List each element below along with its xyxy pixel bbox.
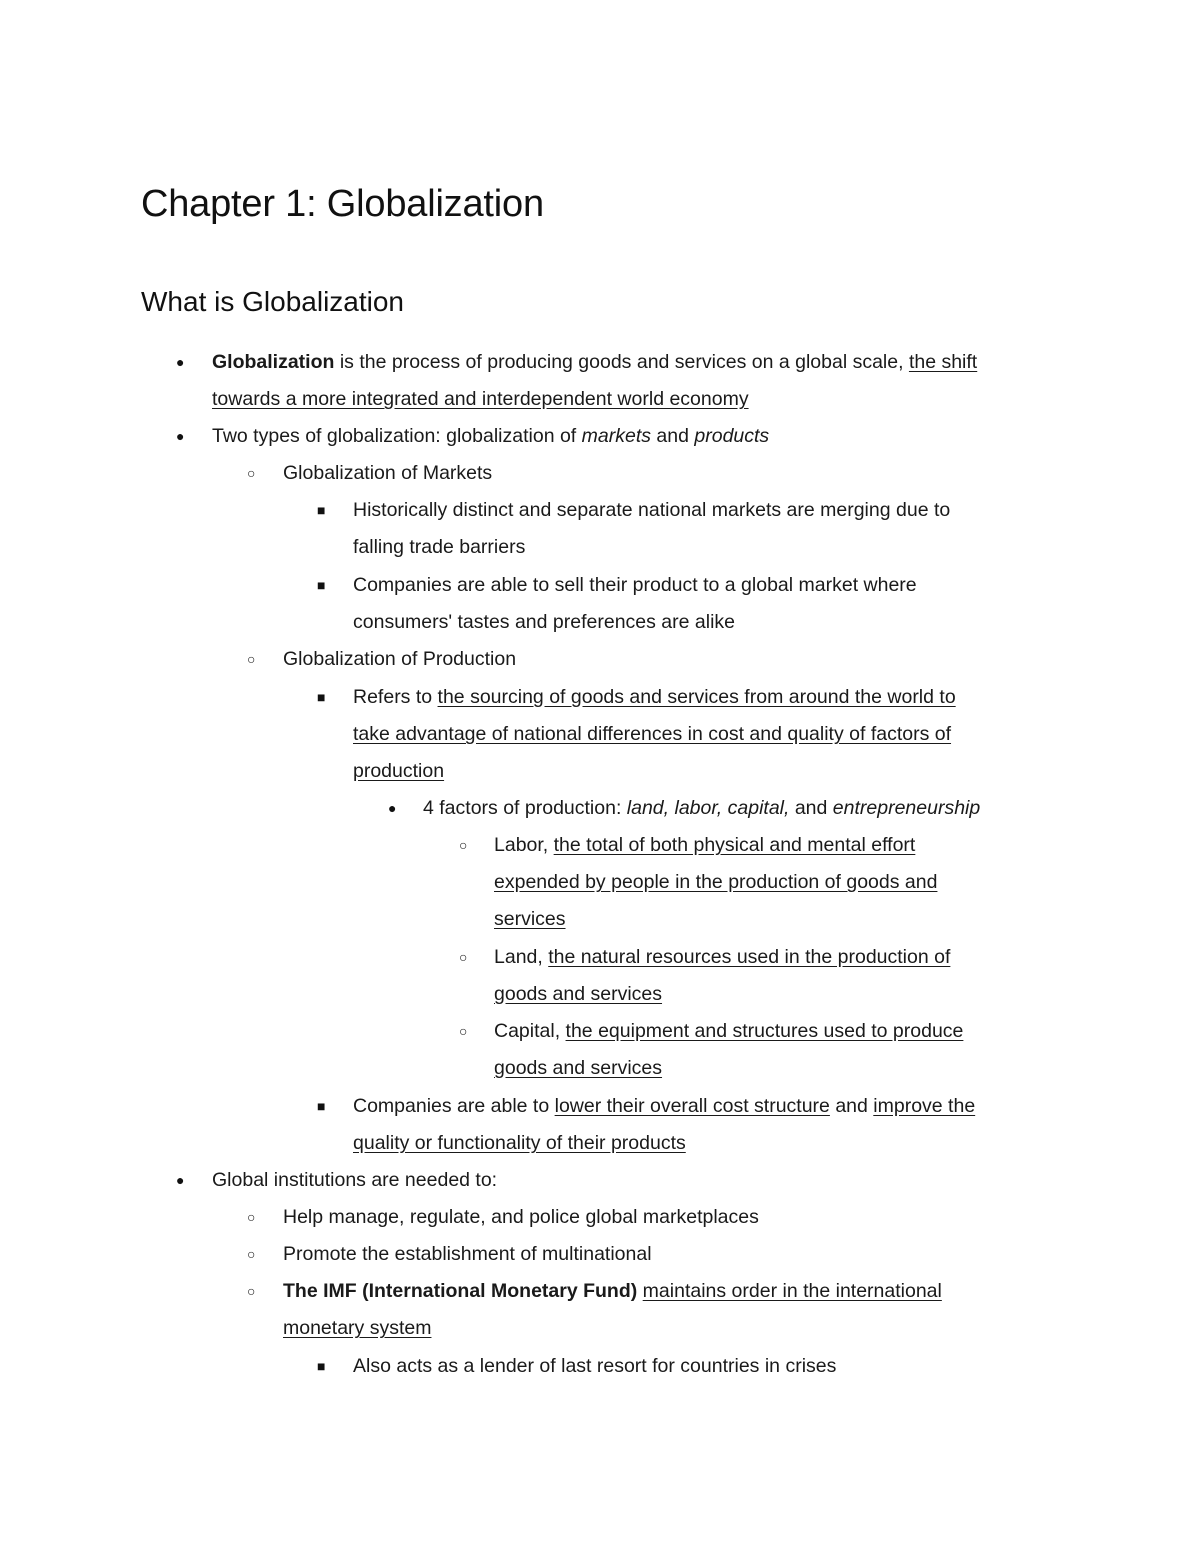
square-bullet-icon: ■ (317, 1098, 326, 1114)
list-item-land: Land, the natural resources used in the production of goods and services (494, 946, 951, 1006)
list-item-globalization-of-markets: Globalization of Markets (283, 462, 493, 484)
list-item-global-market: Companies are able to sell their product to a global market where consumers' tastes and preferences are alike (353, 574, 917, 634)
hollow-bullet-icon: ○ (459, 837, 468, 853)
hollow-bullet-icon: ○ (247, 1283, 256, 1299)
two-types-and: and (651, 425, 695, 447)
filled-bullet-icon: ● (388, 800, 397, 816)
hollow-bullet-icon: ○ (247, 1209, 256, 1225)
square-bullet-icon: ■ (317, 1358, 326, 1374)
hollow-bullet-icon: ○ (247, 651, 256, 667)
list-item-globalization-definition (212, 344, 977, 418)
hollow-bullet-icon: ○ (247, 465, 256, 481)
two-types-text: Two types of globalization: globalization of (212, 425, 582, 447)
list-item-manage-regulate: Help manage, regulate, and police global marketplaces (283, 1206, 759, 1228)
list-item-two-types (212, 418, 769, 455)
square-bullet-icon: ■ (317, 689, 326, 705)
square-bullet-icon: ■ (317, 577, 326, 593)
list-item-globalization-of-production: Globalization of Production (283, 648, 517, 670)
list-item-labor: Labor, the total of both physical and mental effort expended by people in the production of goods and services (494, 834, 938, 931)
definition-underline-1: the shift (908, 351, 978, 373)
term-globalization: Globalization (212, 351, 335, 373)
section-heading: What is Globalization (141, 286, 405, 317)
list-item-lender-last-resort: Also acts as a lender of last resort for countries in crises (353, 1355, 837, 1377)
page-title: Chapter 1: Globalization (141, 183, 544, 225)
definition-text: is the process of producing goods and services on a global scale, (334, 351, 909, 373)
list-item-sourcing: Refers to the sourcing of goods and services from around the world to take advantage of national differences in cost and quality of factors of production (353, 686, 956, 783)
hollow-bullet-icon: ○ (459, 1023, 468, 1039)
list-item-promote-multinational: Promote the establishment of multinational (283, 1243, 652, 1265)
definition-underline-2: towards a more integrated and interdependent world economy (212, 388, 749, 411)
list-item-markets-merging: Historically distinct and separate national markets are merging due to falling trade barriers (353, 499, 951, 559)
hollow-bullet-icon: ○ (459, 949, 468, 965)
filled-bullet-icon: ● (176, 354, 185, 370)
products-italic: products (694, 425, 770, 447)
list-item-global-institutions: Global institutions are needed to: (212, 1169, 498, 1191)
filled-bullet-icon: ● (176, 428, 185, 444)
list-item-imf: The IMF (International Monetary Fund) maintains order in the international monetary system (283, 1280, 942, 1340)
list-item-lower-cost: Companies are able to lower their overall cost structure and improve the quality or functionality of their products (353, 1095, 976, 1155)
hollow-bullet-icon: ○ (247, 1246, 256, 1262)
list-item-capital: Capital, the equipment and structures used to produce goods and services (494, 1020, 964, 1080)
square-bullet-icon: ■ (317, 502, 326, 518)
filled-bullet-icon: ● (176, 1172, 185, 1188)
markets-italic: markets (581, 425, 652, 447)
list-item-four-factors: 4 factors of production: land, labor, capital, and entrepreneurship (423, 797, 981, 819)
